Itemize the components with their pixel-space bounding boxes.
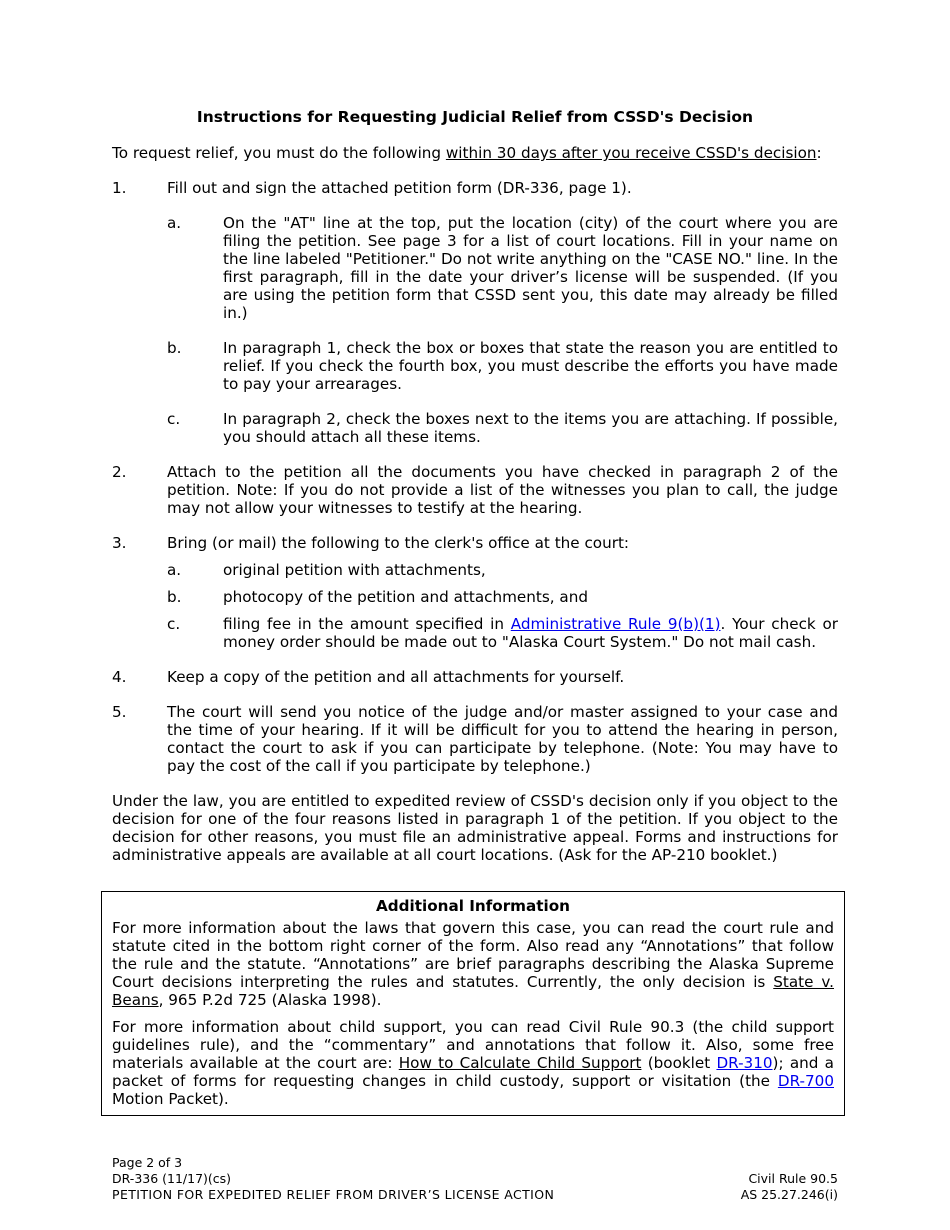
additional-paragraph-2: [112, 1018, 834, 1108]
list-item-1: [112, 179, 838, 446]
sub-item-1a: [167, 214, 838, 322]
sub-item-3c: [167, 615, 838, 651]
sub-item-letter: a.: [167, 214, 182, 232]
footer-form-title: PETITION FOR EXPEDITED RELIEF FROM DRIVER’S LICENSE ACTION: [112, 1187, 555, 1202]
footer-statute: AS 25.27.246(i): [740, 1187, 838, 1202]
sub-item-1c: [167, 410, 838, 446]
intro-deadline: within 30 days after you receive CSSD's decision: [445, 144, 817, 162]
sub-item-text: In paragraph 1, check the box or boxes that state the reason you are entitled to relief. If you check the fourth box, you must describe the efforts you have made to pay your arrearages.: [223, 339, 838, 393]
sub-item-text: [223, 615, 838, 651]
sub-item-letter: c.: [167, 410, 181, 428]
additional-information-title: Additional Information: [376, 897, 570, 915]
child-support-text: For more information about child support, you can read Civil Rule 90.3 (the child support guidelines rule), and the “commentary” and annotations that follow it. Also, some free materials available at the court are:: [112, 1018, 834, 1072]
footer-form-number: DR-336 (11/17)(cs): [112, 1171, 232, 1186]
sub-item-text: photocopy of the petition and attachments, and: [223, 588, 588, 606]
sub-item-text: In paragraph 2, check the boxes next to the items you are attaching. If possible, you should attach all these items.: [223, 410, 838, 446]
sub-item-1b: [167, 339, 838, 393]
fee-text: filing fee in the amount specified in: [223, 615, 511, 633]
closing-paragraph: Under the law, you are entitled to expedited review of CSSD's decision only if you object to the decision for one of the four reasons listed in paragraph 1 of the petition. If you object to the decision for other reasons, you must file an administrative appeal. Forms and instructions for administrative appeals are available at all court locations. (Ask for the AP-210 booklet.): [112, 792, 838, 864]
case-citation: State v. Beans: [112, 973, 834, 1009]
page-footer: [112, 1155, 838, 1203]
additional-information-box: [101, 891, 845, 1116]
list-item-3: [112, 534, 838, 651]
instructions-page: [112, 108, 838, 864]
item-number: 2.: [112, 463, 127, 481]
item-text: Keep a copy of the petition and all attachments for yourself.: [167, 668, 625, 686]
item-text: The court will send you notice of the judge and/or master assigned to your case and the time of your hearing. If it will be difficult for you to attend the hearing in person, contact the court to ask if you can participate by telephone. (Note: You may have to pay the cost of the call if you participate by telephone.): [167, 703, 838, 775]
sub-item-3b: [167, 588, 838, 606]
list-item-5: [112, 703, 838, 775]
footer-page-number: Page 2 of 3: [112, 1155, 183, 1170]
intro-text: To request relief, you must do the following: [112, 144, 446, 162]
packet-text: ); and a packet of forms for requesting changes in child custody, support or visitation (the: [112, 1054, 834, 1090]
item-text: Bring (or mail) the following to the clerk's office at the court:: [167, 534, 630, 552]
intro-paragraph: [112, 144, 838, 162]
booklet-text: (booklet: [641, 1054, 717, 1072]
sub-item-text: On the "AT" line at the top, put the location (city) of the court where you are filing the petition. See page 3 for a list of court locations. Fill in your name on the line labeled "Petitioner." Do not write anything on the "CASE NO." line. In the first paragraph, fill in the date your driver’s license will be suspended. (If you are using the petition form that CSSD sent you, this date may already be filled in.): [223, 214, 838, 322]
sub-item-letter: b.: [167, 588, 182, 606]
dr-700-link[interactable]: DR-700: [777, 1072, 834, 1090]
dr-310-link[interactable]: DR-310: [716, 1054, 773, 1072]
list-item-4: [112, 668, 838, 686]
citation-text: , 965 P.2d 725 (Alaska 1998).: [158, 991, 382, 1009]
page-title: Instructions for Requesting Judicial Relief from CSSD's Decision: [196, 108, 754, 126]
list-item-2: [112, 463, 838, 517]
sub-item-3a: [167, 561, 838, 579]
footer-rule: Civil Rule 90.5: [748, 1171, 838, 1186]
booklet-title: How to Calculate Child Support: [398, 1054, 642, 1072]
admin-rule-link[interactable]: Administrative Rule 9(b)(1): [510, 615, 721, 633]
packet-text-end: Motion Packet).: [112, 1090, 229, 1108]
sub-item-letter: a.: [167, 561, 182, 579]
item-number: 3.: [112, 534, 127, 552]
sub-item-letter: b.: [167, 339, 182, 357]
intro-colon: :: [816, 144, 822, 162]
sub-item-text: original petition with attachments,: [223, 561, 486, 579]
item-text: Fill out and sign the attached petition form (DR-336, page 1).: [167, 179, 632, 197]
sub-item-letter: c.: [167, 615, 181, 633]
item-number: 4.: [112, 668, 127, 686]
item-number: 1.: [112, 179, 127, 197]
additional-paragraph-1: [112, 919, 834, 1009]
item-number: 5.: [112, 703, 127, 721]
item-text: Attach to the petition all the documents you have checked in paragraph 2 of the petition. Note: If you do not provide a list of the witnesses you plan to call, the judge may not allow your witnesses to testify at the hearing.: [167, 463, 838, 517]
laws-text: For more information about the laws that govern this case, you can read the court rule and statute cited in the bottom right corner of the form. Also read any “Annotations” that follow the rule and the statute. “Annotations” are brief paragraphs describing the Alaska Supreme Court decisions interpreting the rules and statutes. Currently, the only decision is: [112, 919, 834, 991]
fee-text-rest: . Your check or money order should be made out to "Alaska Court System." Do not mail cash.: [223, 615, 838, 651]
